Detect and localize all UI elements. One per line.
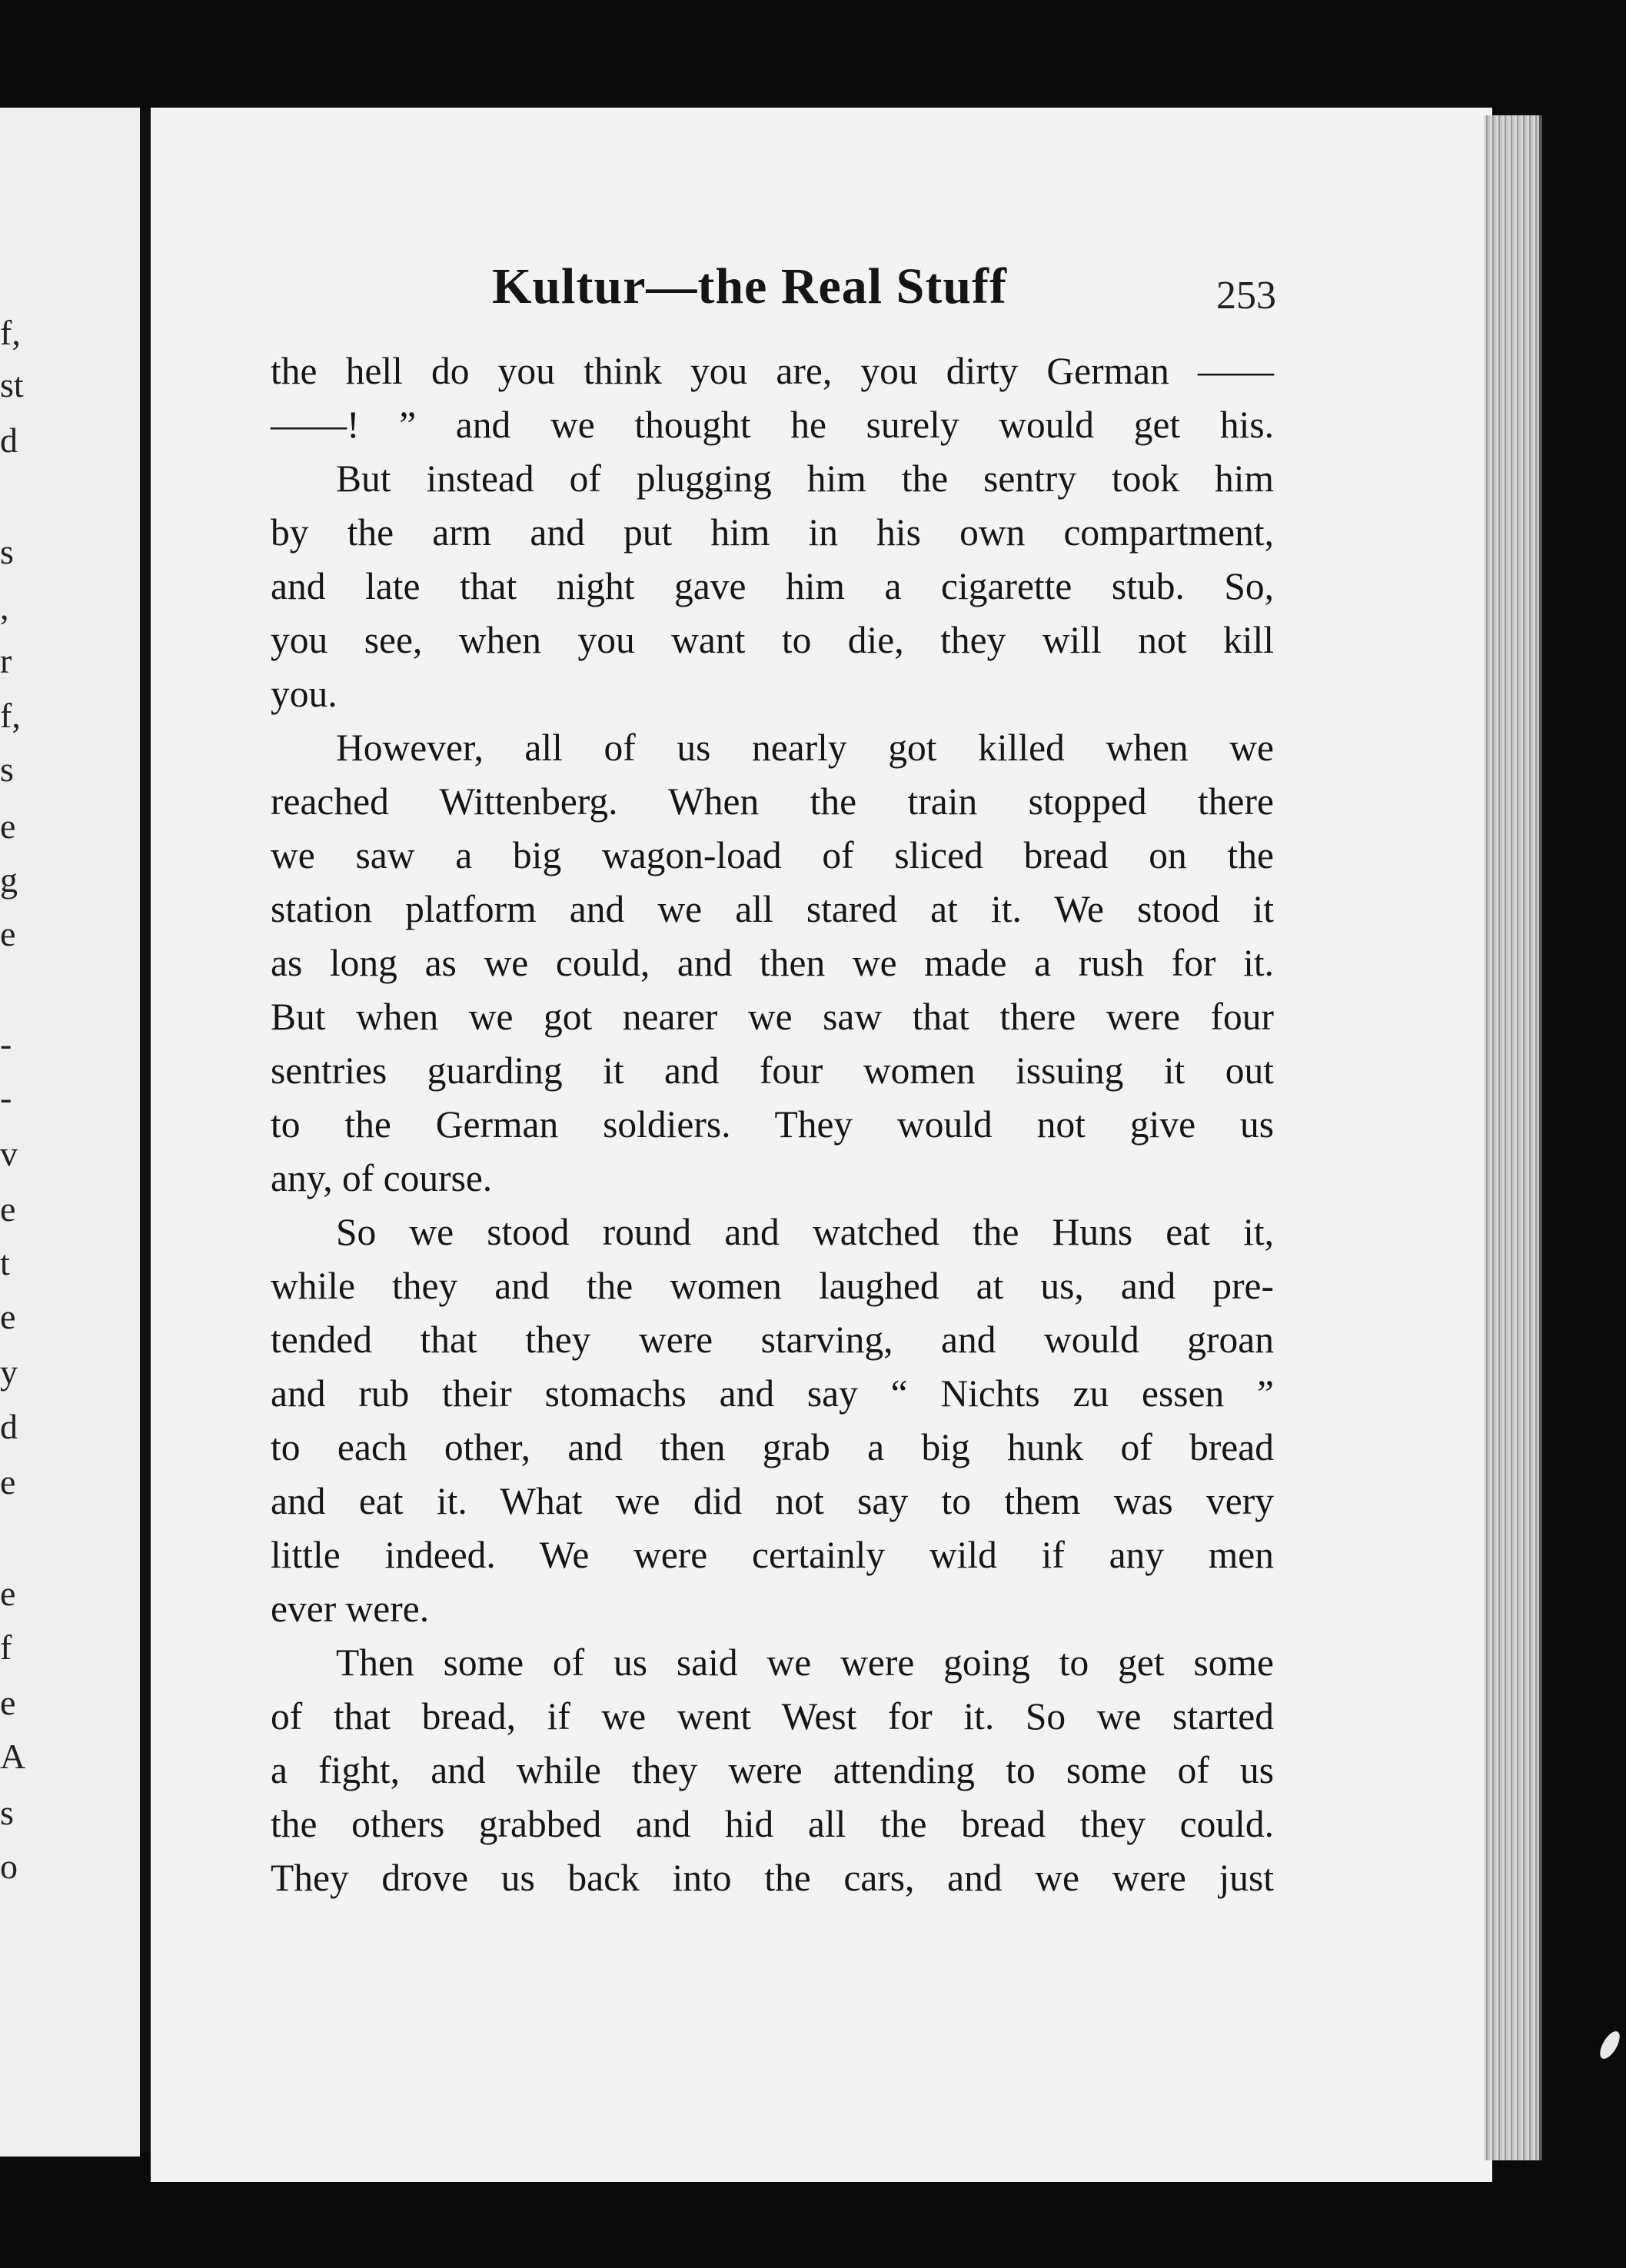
page-header (269, 258, 1276, 327)
text-line: any, of course. (271, 1157, 493, 1199)
text-line: Then some of us said we were going to get some (336, 1641, 1274, 1684)
text-line: But when we got nearer we saw that there were four (271, 996, 1274, 1038)
facing-page-text: - (0, 1078, 12, 1117)
facing-page-text: - (0, 1024, 12, 1063)
page-number: 253 (1216, 274, 1276, 318)
book-gutter (140, 111, 151, 2153)
facing-page-text: f (0, 1628, 12, 1667)
text-line: They drove us back into the cars, and we were just (271, 1857, 1274, 1899)
facing-page-text: e (0, 1462, 16, 1501)
facing-page-text: y (0, 1352, 18, 1392)
text-line: as long as we could, and then we made a rush for it. (271, 942, 1274, 984)
text-line: the others grabbed and hid all the bread they could. (271, 1803, 1274, 1845)
facing-page-text: st (0, 365, 24, 404)
facing-page-text: d (0, 1407, 18, 1446)
text-line: to the German soldiers. They would not give us (271, 1103, 1274, 1146)
text-line: and late that night gave him a cigarette stub. So, (271, 565, 1274, 607)
running-title: Kultur—the Real Stuff (492, 258, 1007, 314)
text-line: and eat it. What we did not say to them was very (271, 1480, 1274, 1522)
text-line: to each other, and then grab a big hunk of bread (271, 1426, 1274, 1468)
facing-page-text: o (0, 1847, 18, 1886)
facing-page-text: s (0, 750, 14, 789)
facing-page-text: g (0, 860, 18, 900)
facing-page-text: , (0, 587, 9, 627)
page-edge-stack (1484, 115, 1542, 2160)
facing-page-text: d (0, 421, 18, 460)
text-line: of that bread, if we went West for it. So we started (271, 1695, 1274, 1738)
facing-page-text: s (0, 1793, 14, 1832)
text-line: But instead of plugging him the sentry took him (336, 457, 1274, 500)
text-line: station platform and we all stared at it. We stood it (271, 888, 1274, 930)
facing-page-text: s (0, 532, 14, 571)
text-line: sentries guarding it and four women issuing it out (271, 1049, 1274, 1092)
text-line: you see, when you want to die, they will not kill (271, 619, 1274, 661)
text-line: we saw a big wagon-load of sliced bread on the (271, 834, 1274, 876)
scan-speck (1596, 2028, 1624, 2062)
text-line: a fight, and while they were attending to some of us (271, 1749, 1274, 1791)
text-line: and rub their stomachs and say “ Nichts zu essen ” (271, 1372, 1274, 1415)
text-line: you. (271, 673, 338, 715)
facing-page-text: e (0, 1574, 16, 1613)
facing-page-text: v (0, 1134, 18, 1173)
facing-page-fragment (0, 108, 140, 2157)
facing-page-text: r (0, 641, 12, 680)
text-line: ——! ” and we thought he surely would get his. (271, 404, 1274, 446)
text-line: while they and the women laughed at us, and pre- (271, 1265, 1274, 1307)
text-line: the hell do you think you are, you dirty German —— (271, 350, 1274, 392)
facing-page-text: e (0, 1189, 16, 1229)
body-text (271, 344, 1274, 1905)
facing-page-text: A (0, 1737, 26, 1776)
facing-page-text: e (0, 806, 16, 846)
text-line: tended that they were starving, and would groan (271, 1319, 1274, 1361)
facing-page-text: e (0, 1683, 16, 1722)
facing-page-text: f, (0, 313, 21, 352)
text-line: So we stood round and watched the Huns eat it, (336, 1211, 1274, 1253)
text-line: little indeed. We were certainly wild if any men (271, 1534, 1274, 1576)
facing-page-text: e (0, 1297, 16, 1336)
text-line: However, all of us nearly got killed when we (336, 727, 1274, 769)
text-line: ever were. (271, 1588, 430, 1630)
text-line: by the arm and put him in his own compartment, (271, 511, 1274, 554)
facing-page-text: t (0, 1243, 10, 1282)
facing-page-text: f, (0, 696, 21, 735)
facing-page-text: e (0, 914, 16, 953)
text-line: reached Wittenberg. When the train stopped there (271, 780, 1274, 823)
